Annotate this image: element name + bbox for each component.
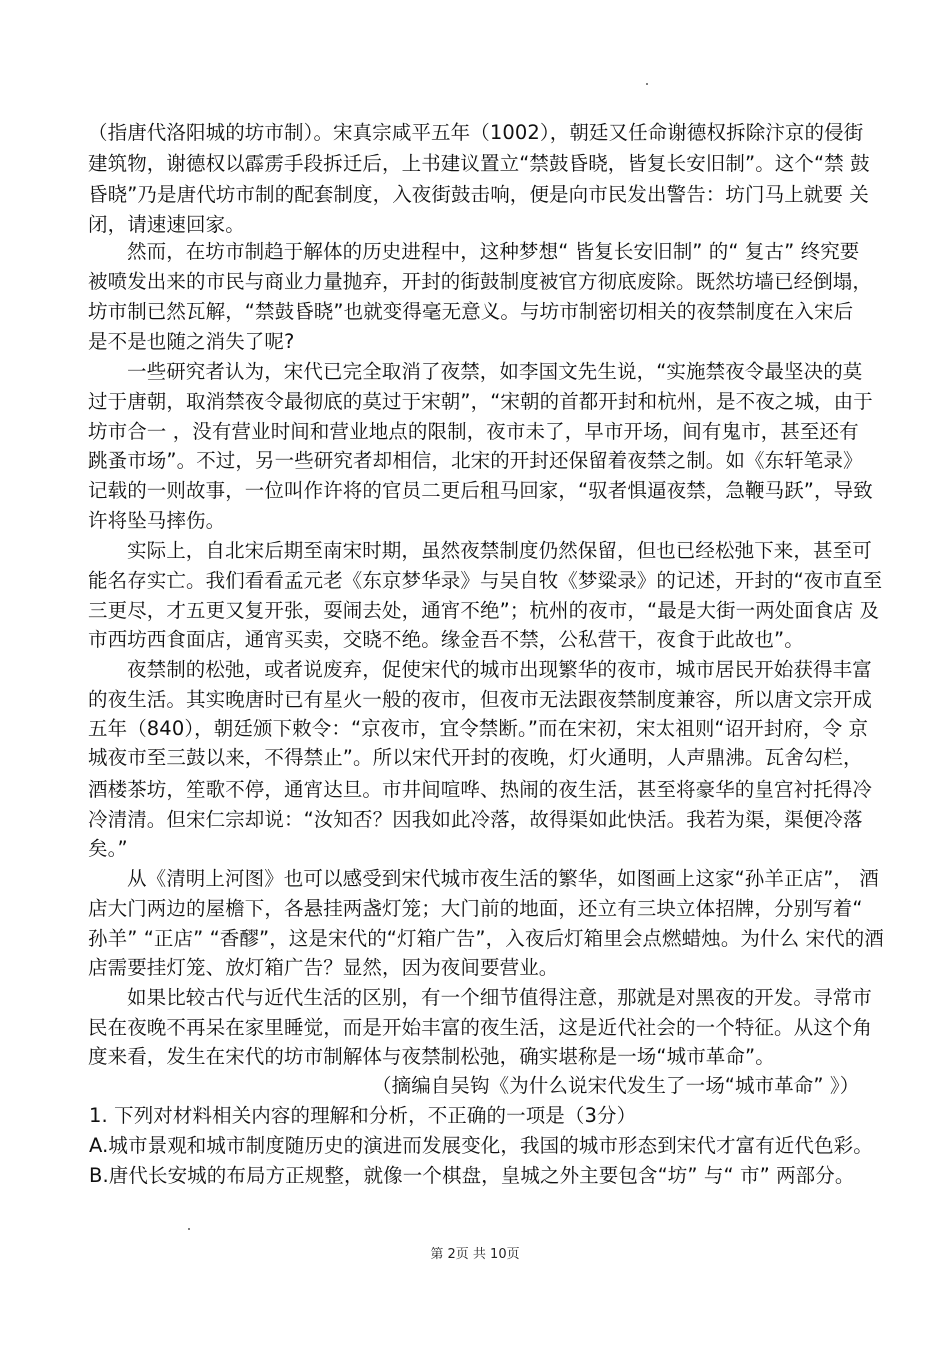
text-line: 是不是也随之消失了呢? [88, 330, 295, 353]
text-line: 跳蚤市场”。不过，另一些研究者却相信，北宋的开封还保留着夜禁之制。如《东轩笔录》 [88, 449, 863, 472]
text-line: 度来看，发生在宋代的坊市制解体与夜禁制松弛，确实堪称是一场“城市革命”。 [88, 1045, 775, 1068]
text-line: 过于唐朝，取消禁夜令最彻底的莫过于宋朝”，“宋朝的首都开封和杭州，是不夜之城，由于 [88, 390, 873, 413]
text-line: 如果比较古代与近代生活的区别，有一个细节值得注意，那就是对黑夜的开发。寻常市 [127, 986, 872, 1009]
text-line: 坊市合一 ，没有营业时间和营业地点的限制，夜市未了，早市开场，间有鬼市，甚至还有 [88, 420, 859, 443]
option-b: B.唐代长安城的布局方正规整，就像一个棋盘，皇城之外主要包含“坊” 与“ 市” 两部分。 [89, 1164, 855, 1187]
text-line: 然而，在坊市制趋于解体的历史进程中，这种梦想“ 皆复长安旧制” 的“ 复古” 终究要 [127, 240, 860, 263]
text-line: 店大门两边的屋檐下，各悬挂两盏灯笼；大门前的地面，还立有三块立体招牌，分别写着“ [88, 897, 863, 920]
text-line: 城夜市至三鼓以来，不得禁止”。所以宋代开封的夜晚，灯火通明，人声鼎沸。瓦舍勾栏， [88, 746, 863, 769]
text-line: 建筑物，谢德权以霹雳手段拆迁后，上书建议置立“禁鼓昏晓，皆复长安旧制”。这个“禁 鼓 [88, 152, 870, 175]
text-line: 的夜生活。其实晚唐时已有星火一般的夜市，但夜市无法跟夜禁制度兼容，所以唐文宗开成 [88, 688, 873, 711]
text-line: 民在夜晚不再呆在家里睡觉，而是开始丰富的夜生活，这是近代社会的一个特征。从这个角 [88, 1016, 873, 1039]
source-citation: （摘编自吴钩《为什么说宋代发生了一场“城市革命” 》） [372, 1074, 860, 1097]
text-line: 孙羊” “正店” “香醪”，这是宋代的“灯箱广告”，入夜后灯箱里会点燃蜡烛。为什么 宋代的酒 [88, 927, 884, 950]
text-line: 市西坊西食面店，通宵买卖，交晓不绝。缘金吾不禁，公私营干，夜食于此故也”。 [88, 628, 804, 651]
scan-speck [188, 1228, 190, 1230]
text-line: 冷清清。但宋仁宗却说：“汝知否？因我如此冷落，故得渠如此快活。我若为渠，渠便冷落 [88, 808, 863, 831]
text-line: 记载的一则故事，一位叫作许将的官员二更后租马回家，“驭者惧逼夜禁，急鞭马跃”，导致 [88, 479, 873, 502]
text-line: 从《清明上河图》也可以感受到宋代城市夜生活的繁华，如图画上这家“孙羊正店”， 酒 [127, 867, 879, 890]
text-line: 三更尽，才五更又复开张，耍闹去处，通宵不绝”；杭州的夜市，“最是大街一两处面食店 及 [88, 599, 880, 622]
text-line: 店需要挂灯笼、放灯箱广告？显然，因为夜间要营业。 [88, 956, 559, 979]
option-a: A.城市景观和城市制度随历史的演进而发展变化，我国的城市形态到宋代才富有近代色彩。 [89, 1134, 873, 1157]
text-line: 实际上，自北宋后期至南宋时期，虽然夜禁制度仍然保留，但也已经松弛下来，甚至可 [127, 539, 872, 562]
text-line: 能名存实亡。我们看看孟元老《东京梦华录》与吴自牧《梦粱录》的记述，开封的“夜市直至 [88, 569, 883, 592]
text-line: 酒楼茶坊，笙歌不停，通宵达旦。市井间喧哗、热闹的夜生活，甚至将豪华的皇宫衬托得冷 [88, 778, 873, 801]
text-line: 夜禁制的松弛，或者说废弃，促使宋代的城市出现繁华的夜市，城市居民开始获得丰富 [127, 658, 872, 681]
text-line: 五年（840），朝廷颁下敕令：“京夜市，宜令禁断。”而在宋初，宋太祖则“诏开封府，令 京 [88, 717, 869, 740]
text-line: 许将坠马摔伤。 [88, 509, 226, 532]
text-line: （指唐代洛阳城的坊市制）。宋真宗咸平五年（1002），朝廷又任命谢德权拆除汴京的侵街 [88, 121, 864, 144]
question-stem: 1. 下列对材料相关内容的理解和分析，不正确的一项是（3分） [89, 1104, 637, 1127]
text-line: 被喷发出来的市民与商业力量抛弃，开封的街鼓制度被官方彻底废除。既然坊墙已经倒塌， [88, 270, 873, 293]
text-line: 矣。” [88, 837, 128, 860]
page-footer: 第 2页 共 10页 [430, 1247, 520, 1262]
text-line: 闭，请速速回家。 [88, 213, 245, 236]
text-line: 坊市制已然瓦解，“禁鼓昏晓”也就变得毫无意义。与坊市制密切相关的夜禁制度在入宋后 [88, 300, 854, 323]
text-line: 一些研究者认为，宋代已完全取消了夜禁，如李国文先生说，“实施禁夜令最坚决的莫 [127, 360, 863, 383]
scan-speck [646, 83, 648, 85]
text-line: 昏晓”乃是唐代坊市制的配套制度，入夜街鼓击响，便是向市民发出警告：坊门马上就要 关 [88, 183, 869, 206]
